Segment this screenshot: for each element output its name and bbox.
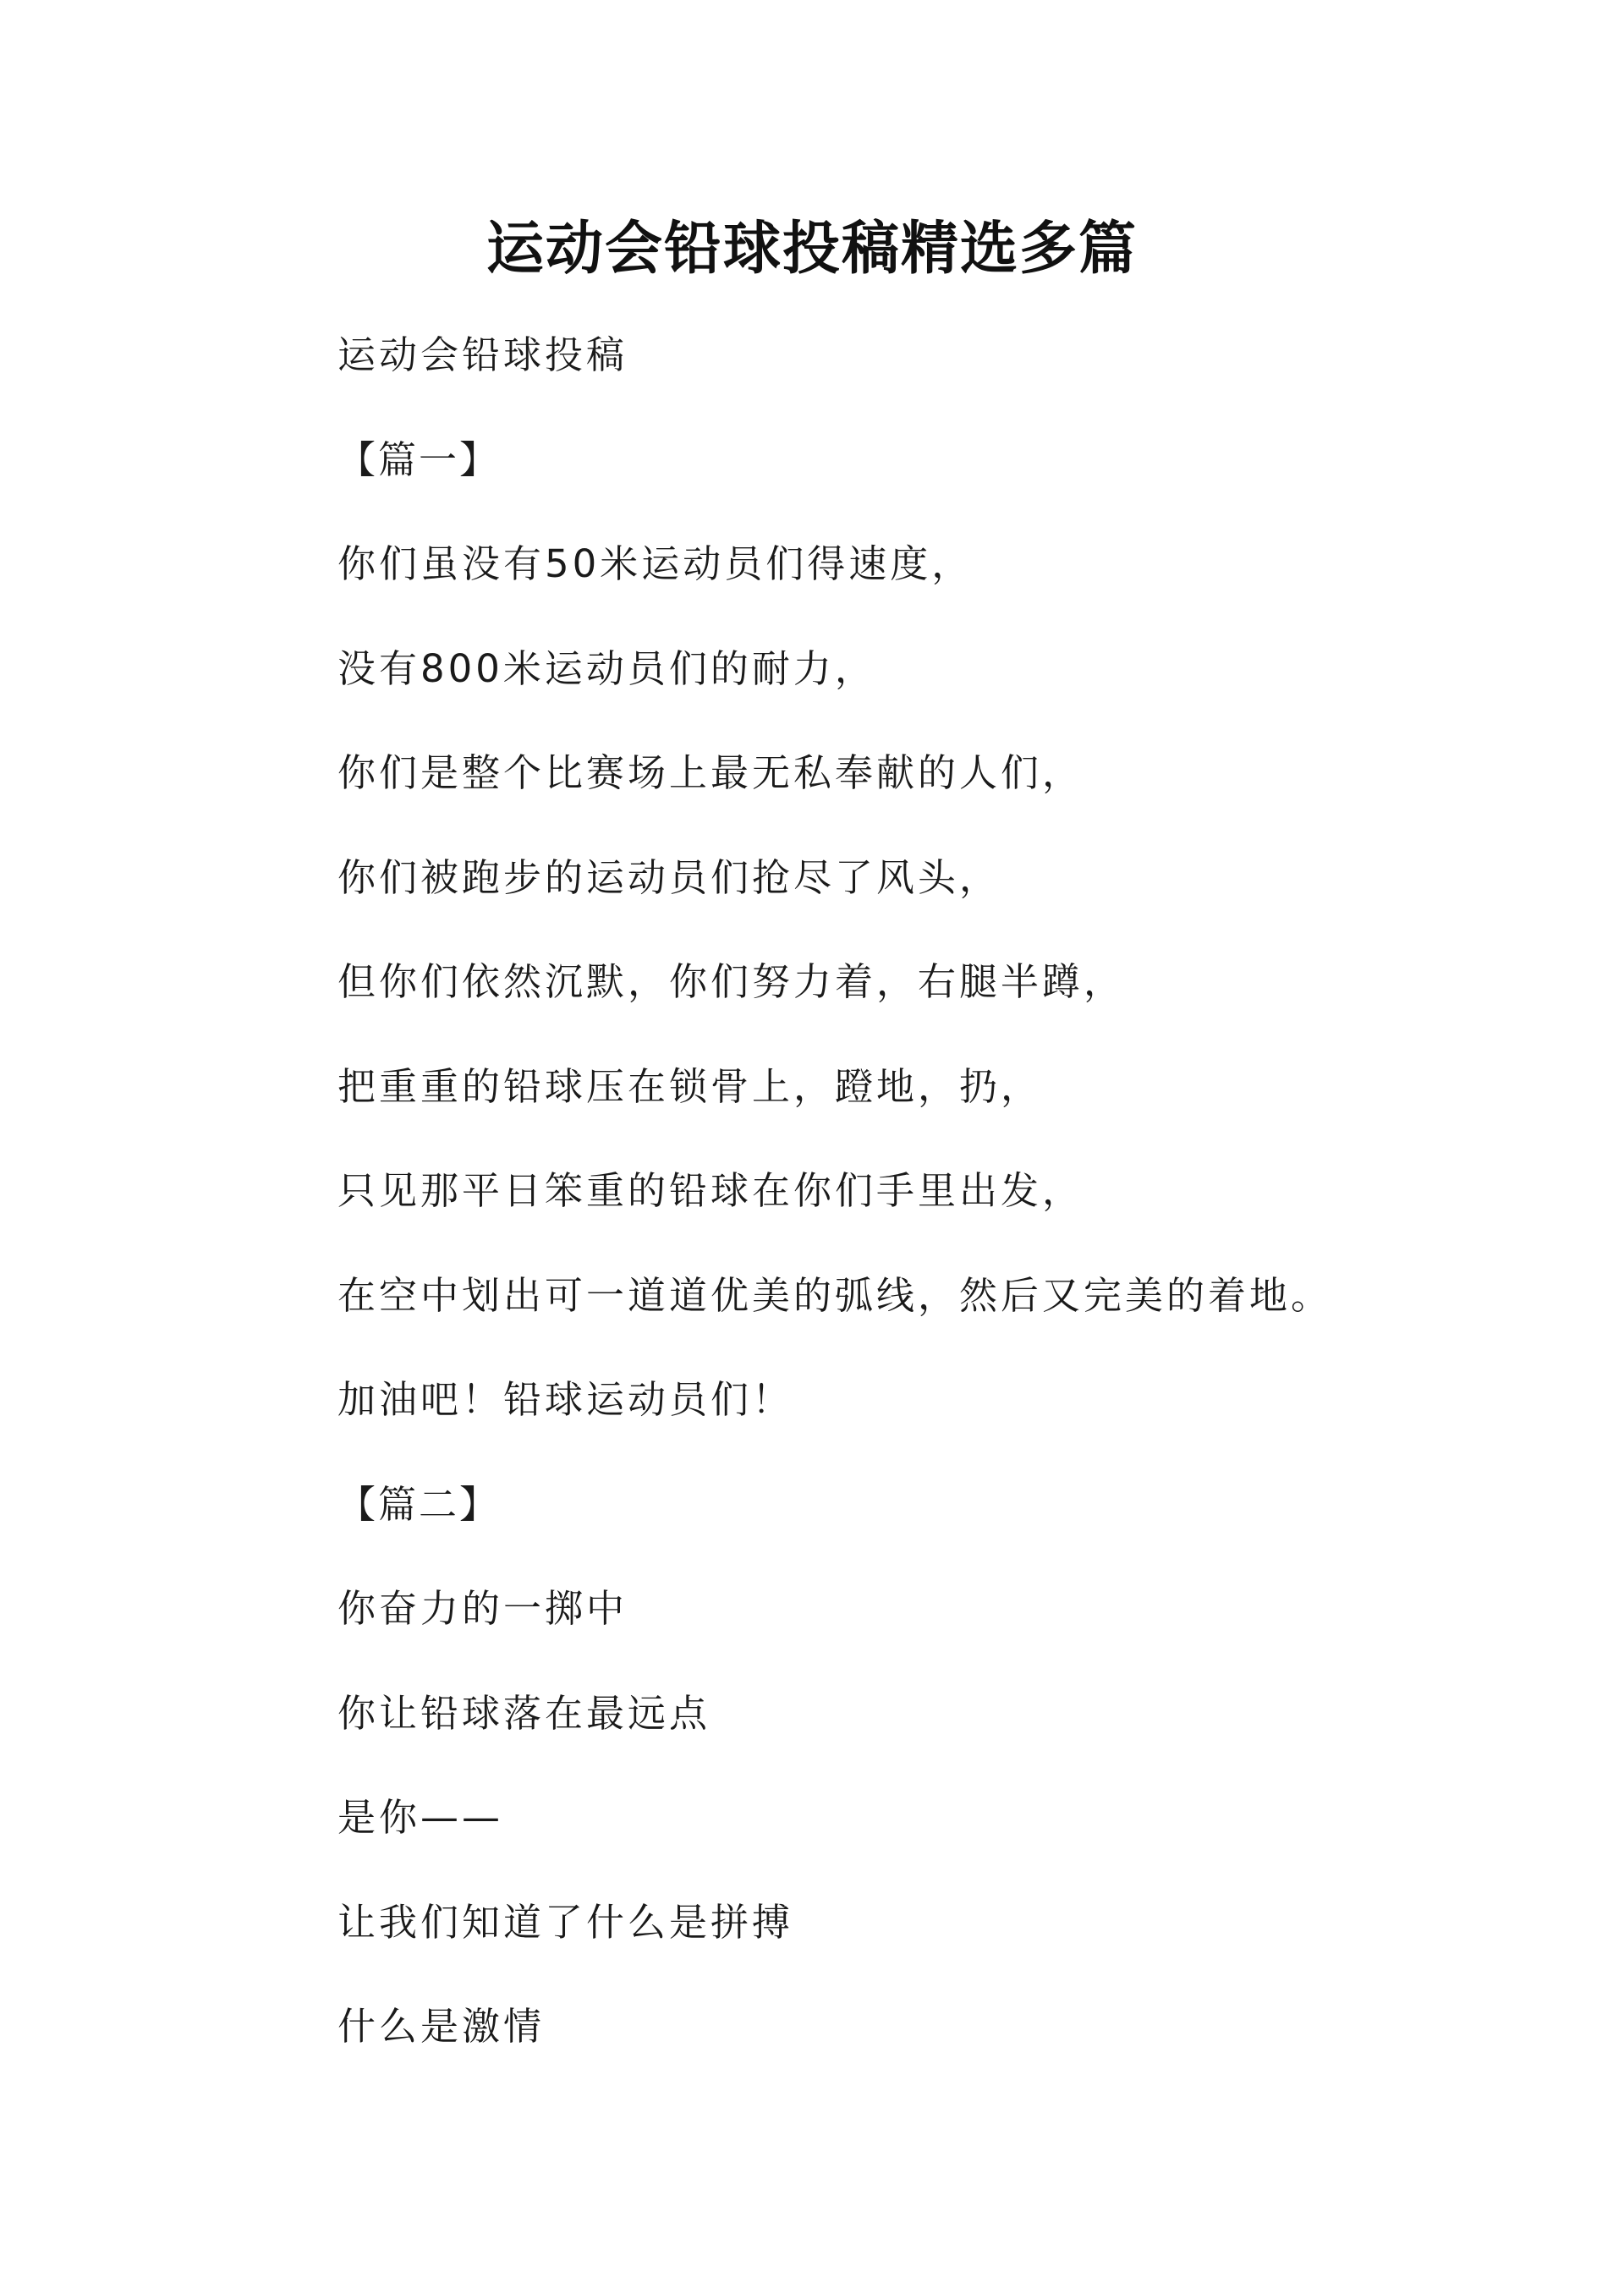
section-heading-1: 【篇一】 bbox=[337, 436, 501, 482]
subtitle-line: 运动会铅球投稿 bbox=[337, 332, 628, 377]
text-line: 你奋力的一掷中 bbox=[337, 1586, 628, 1631]
text-line: 你们是整个比赛场上最无私奉献的人们， bbox=[337, 750, 1084, 795]
section-heading-2: 【篇二】 bbox=[337, 1481, 501, 1527]
text-line: 你让铅球落在最远点 bbox=[337, 1690, 711, 1736]
text-line: 但你们依然沉默，你们努力着，右腿半蹲， bbox=[337, 959, 1126, 1004]
text-line: 你们被跑步的运动员们抢尽了风头， bbox=[337, 854, 1001, 900]
document-body bbox=[337, 313, 1454, 2089]
text-line: 什么是激情 bbox=[337, 2004, 546, 2049]
text-line: 在空中划出可一道道优美的弧线，然后又完美的着地。 bbox=[337, 1272, 1333, 1318]
text-line: 没有800米运动员们的耐力， bbox=[337, 645, 876, 691]
document-title: 运动会铅球投稿精选多篇 bbox=[486, 215, 1138, 283]
text-line: 加油吧！铅球运动员们！ bbox=[337, 1377, 794, 1422]
text-line: 是你—— bbox=[337, 1795, 504, 1840]
text-line: 把重重的铅球压在锁骨上，蹬地，扔， bbox=[337, 1063, 1043, 1109]
text-line: 只见那平日笨重的铅球在你们手里出发， bbox=[337, 1168, 1084, 1213]
text-line: 你们虽没有50米运动员们得速度， bbox=[337, 541, 974, 586]
text-line: 让我们知道了什么是拼搏 bbox=[337, 1899, 794, 1945]
